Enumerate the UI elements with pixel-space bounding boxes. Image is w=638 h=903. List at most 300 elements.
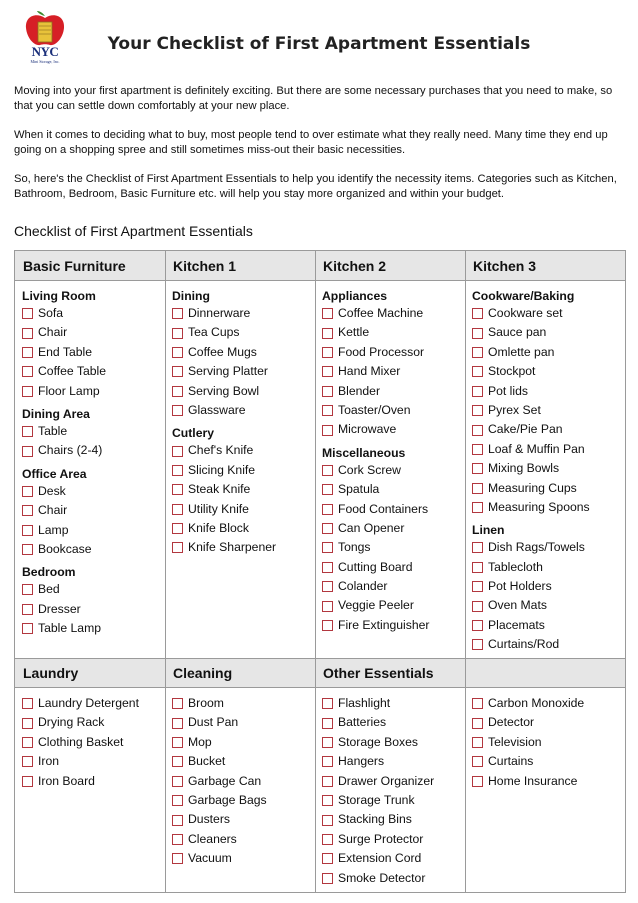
checklist-item[interactable] xyxy=(22,713,162,732)
checklist-item-label: Drying Rack xyxy=(38,715,105,730)
checkbox[interactable] xyxy=(22,737,33,748)
checklist-item[interactable] xyxy=(472,713,622,732)
checkbox[interactable] xyxy=(472,463,483,474)
checkbox[interactable] xyxy=(22,308,33,319)
checklist-item-label: Kettle xyxy=(338,325,370,340)
checklist-item-label: Coffee Machine xyxy=(338,306,424,320)
checkbox[interactable] xyxy=(472,347,483,358)
checklist-item[interactable] xyxy=(322,401,462,420)
checklist-item-label: Cleaners xyxy=(188,831,237,846)
checklist-item-label: Cutting Board xyxy=(338,559,413,574)
checkbox[interactable] xyxy=(22,525,33,536)
checkbox[interactable] xyxy=(172,484,183,495)
checklist-item-label: Cork Screw xyxy=(338,462,401,477)
checklist-item[interactable] xyxy=(322,869,462,888)
checklist-item[interactable] xyxy=(22,521,162,540)
checklist-subtitle: Checklist of First Apartment Essentials xyxy=(14,223,253,239)
checklist-item-label: Fire Extinguisher xyxy=(338,617,430,632)
checklist-item-label: Hand Mixer xyxy=(338,364,401,379)
checklist-item-label: Can Opener xyxy=(338,520,405,535)
checkbox[interactable] xyxy=(172,756,183,767)
category-heading: Dining xyxy=(172,289,210,303)
category-heading: Cookware/Baking xyxy=(472,289,575,303)
category-heading: Cutlery xyxy=(172,426,214,441)
checkbox[interactable] xyxy=(322,853,333,864)
checklist-item[interactable] xyxy=(322,480,462,499)
checkbox[interactable] xyxy=(472,562,483,573)
checklist-item[interactable] xyxy=(472,596,622,615)
checklist-item[interactable] xyxy=(172,752,312,771)
logo-subtext: Mini Storage, Inc. xyxy=(30,59,60,64)
checklist-item-label: Dusters xyxy=(188,812,230,827)
checkbox[interactable] xyxy=(172,718,183,729)
category-heading: Miscellaneous xyxy=(322,445,406,460)
column-divider xyxy=(315,251,316,658)
checkbox[interactable] xyxy=(322,620,333,631)
column-header: Other Essentials xyxy=(315,658,465,687)
checkbox[interactable] xyxy=(22,446,33,457)
checklist-item[interactable] xyxy=(322,304,462,323)
checklist-item-label: Stockpot xyxy=(488,364,536,379)
column-header xyxy=(465,658,625,687)
checkbox[interactable] xyxy=(472,328,483,339)
checklist-item[interactable] xyxy=(322,461,462,480)
checklist-item-label: Placemats xyxy=(488,617,545,632)
category-heading: Dining Area xyxy=(22,406,90,421)
checklist-item[interactable] xyxy=(22,422,162,441)
checklist-item-label: Slicing Knife xyxy=(188,462,256,477)
checklist-item-label: Chef's Knife xyxy=(188,443,254,458)
checkbox[interactable] xyxy=(22,698,33,709)
checklist-item[interactable] xyxy=(22,600,162,619)
checklist-item[interactable] xyxy=(172,733,312,752)
checklist-item[interactable] xyxy=(472,362,622,381)
checklist-column xyxy=(322,691,462,888)
checklist-item[interactable] xyxy=(172,323,312,342)
header-divider xyxy=(15,687,625,688)
checkbox[interactable] xyxy=(172,542,183,553)
checklist-item-label: Laundry Detergent xyxy=(38,696,139,710)
checkbox[interactable] xyxy=(472,366,483,377)
checklist-item[interactable] xyxy=(472,323,622,342)
checklist-item-label: Spatula xyxy=(338,482,380,497)
checkbox[interactable] xyxy=(322,504,333,515)
checklist-item[interactable] xyxy=(172,810,312,829)
checkbox[interactable] xyxy=(322,756,333,767)
checklist-item[interactable] xyxy=(472,772,622,791)
checklist-item-label: Pot Holders xyxy=(488,579,552,594)
checklist-item[interactable] xyxy=(322,538,462,557)
checkbox[interactable] xyxy=(172,737,183,748)
checklist-item[interactable] xyxy=(22,580,162,599)
intro-paragraph: So, here's the Checklist of First Apartment Essentials to help you identify the necessity items. Categories such as Kitchen, Bathroom, Bedroom, Basic Furniture etc. will help you stay more organized and within your budget. xyxy=(14,173,617,200)
checklist-item-label: Omlette pan xyxy=(488,344,555,359)
checklist-item-label: Curtains/Rod xyxy=(488,637,560,652)
checklist-item[interactable] xyxy=(322,420,462,439)
checklist-item-label: Garbage Bags xyxy=(188,792,267,807)
checkbox[interactable] xyxy=(22,623,33,634)
checklist-item-label: Oven Mats xyxy=(488,598,547,613)
checkbox[interactable] xyxy=(472,425,483,436)
checklist-item-label: Iron xyxy=(38,754,60,769)
checkbox[interactable] xyxy=(322,698,333,709)
checklist-item[interactable] xyxy=(172,304,312,323)
checklist-item-label: Tongs xyxy=(338,540,371,555)
checklist-item[interactable] xyxy=(22,304,162,323)
checklist-item[interactable] xyxy=(22,441,162,460)
checkbox[interactable] xyxy=(322,308,333,319)
checklist-item-label: Veggie Peeler xyxy=(338,598,414,613)
checklist-item[interactable] xyxy=(172,461,312,480)
checkbox[interactable] xyxy=(472,405,483,416)
checklist-item[interactable] xyxy=(172,382,312,401)
checklist-item-label: Extension Cord xyxy=(338,851,422,866)
checklist-item-label: Food Processor xyxy=(338,344,425,359)
checklist-item-label: Stacking Bins xyxy=(338,812,412,827)
checklist-item[interactable] xyxy=(472,479,622,498)
checklist-item-label: Chair xyxy=(38,325,68,340)
checkbox[interactable] xyxy=(322,542,333,553)
checkbox[interactable] xyxy=(172,446,183,457)
checkbox[interactable] xyxy=(322,347,333,358)
column-header: Kitchen 2 xyxy=(315,251,465,280)
checklist-item[interactable] xyxy=(322,733,462,752)
checklist-item-label: Vacuum xyxy=(188,851,232,866)
checklist-item[interactable] xyxy=(322,791,462,810)
checkbox[interactable] xyxy=(22,505,33,516)
checkbox[interactable] xyxy=(22,756,33,767)
checklist-column xyxy=(172,284,312,558)
checkbox[interactable] xyxy=(322,386,333,397)
checklist-item[interactable] xyxy=(322,382,462,401)
checkbox[interactable] xyxy=(22,486,33,497)
checklist-item[interactable] xyxy=(322,323,462,342)
checklist-item[interactable] xyxy=(472,558,622,577)
checklist-item-label: Flashlight xyxy=(338,696,391,710)
checklist-item-label: Dresser xyxy=(38,601,81,616)
checklist-item[interactable] xyxy=(322,830,462,849)
checklist-item[interactable] xyxy=(322,810,462,829)
checkbox[interactable] xyxy=(322,834,333,845)
column-divider xyxy=(465,251,466,658)
checklist-item-label: Measuring Spoons xyxy=(488,499,590,514)
checklist-item-label: Chair xyxy=(38,503,68,518)
checklist-item-label: Toaster/Oven xyxy=(338,402,411,417)
checklist-item-label: Home Insurance xyxy=(488,773,578,788)
checklist-item-label: Clothing Basket xyxy=(38,734,124,749)
checklist-item[interactable] xyxy=(172,772,312,791)
checklist-item[interactable] xyxy=(472,733,622,752)
checklist-column xyxy=(322,284,462,635)
checklist-column xyxy=(472,284,622,655)
checklist-item[interactable] xyxy=(472,616,622,635)
checkbox[interactable] xyxy=(22,604,33,615)
checklist-item-label: Knife Sharpener xyxy=(188,540,277,555)
checklist-item[interactable] xyxy=(22,619,162,638)
section-divider xyxy=(15,658,625,659)
checklist-item-label: Utility Knife xyxy=(188,501,249,516)
checklist-item[interactable] xyxy=(172,401,312,420)
checklist-item-label: Bed xyxy=(38,582,60,597)
checkbox[interactable] xyxy=(172,386,183,397)
column-divider xyxy=(465,658,466,892)
checklist-item[interactable] xyxy=(322,519,462,538)
checklist-item[interactable] xyxy=(472,635,622,654)
checklist-item[interactable] xyxy=(322,500,462,519)
checklist-item[interactable] xyxy=(322,772,462,791)
checkbox[interactable] xyxy=(22,328,33,339)
checkbox[interactable] xyxy=(22,366,33,377)
category-heading: Linen xyxy=(472,523,505,538)
checklist-item-label: Dish Rags/Towels xyxy=(488,540,585,555)
checklist-item[interactable] xyxy=(322,577,462,596)
checklist-item-label: Chairs (2-4) xyxy=(38,443,103,458)
checkbox[interactable] xyxy=(322,795,333,806)
checkbox[interactable] xyxy=(472,698,483,709)
checklist-item[interactable] xyxy=(472,382,622,401)
checklist-item-label: Tablecloth xyxy=(488,559,543,574)
checklist-item-label: Pot lids xyxy=(488,383,528,398)
checklist-item-label: Desk xyxy=(38,483,66,498)
checklist-column xyxy=(172,691,312,869)
logo-text: NYC xyxy=(31,44,59,59)
checklist-item-label: Dinnerware xyxy=(188,306,251,320)
checklist-item-label: Tea Cups xyxy=(188,325,240,340)
checkbox[interactable] xyxy=(172,366,183,377)
checkbox[interactable] xyxy=(22,544,33,555)
checklist-item[interactable] xyxy=(22,501,162,520)
category-heading: Office Area xyxy=(22,466,87,481)
checklist-item[interactable] xyxy=(172,500,312,519)
checklist-item-label: Blender xyxy=(338,383,381,398)
checklist-item[interactable] xyxy=(172,480,312,499)
checklist-table xyxy=(14,250,626,893)
column-header: Cleaning xyxy=(165,658,315,687)
category-heading: Bedroom xyxy=(22,565,76,580)
checklist-item[interactable] xyxy=(472,538,622,557)
checkbox[interactable] xyxy=(472,718,483,729)
checklist-item-label: Mop xyxy=(188,734,212,749)
checklist-item-label: Storage Trunk xyxy=(338,792,415,807)
checkbox[interactable] xyxy=(22,718,33,729)
checklist-item-label: Storage Boxes xyxy=(338,734,418,749)
checkbox[interactable] xyxy=(172,853,183,864)
checkbox[interactable] xyxy=(172,815,183,826)
checklist-item-label: Loaf & Muffin Pan xyxy=(488,441,585,456)
checklist-item-label: Pyrex Set xyxy=(488,402,541,417)
checkbox[interactable] xyxy=(172,347,183,358)
checklist-item[interactable] xyxy=(22,733,162,752)
checklist-item[interactable] xyxy=(22,752,162,771)
checklist-item[interactable] xyxy=(322,713,462,732)
checkbox[interactable] xyxy=(172,523,183,534)
checkbox[interactable] xyxy=(172,405,183,416)
checkbox[interactable] xyxy=(472,737,483,748)
checklist-item-label: Bucket xyxy=(188,754,226,769)
checklist-item-label: Microwave xyxy=(338,422,397,437)
checkbox[interactable] xyxy=(322,601,333,612)
checklist-item[interactable] xyxy=(322,616,462,635)
checkbox[interactable] xyxy=(172,465,183,476)
checklist-item-label: Cake/Pie Pan xyxy=(488,422,563,437)
checkbox[interactable] xyxy=(472,542,483,553)
checklist-item-label: Surge Protector xyxy=(338,831,424,846)
checkbox[interactable] xyxy=(322,562,333,573)
checkbox[interactable] xyxy=(472,776,483,787)
checklist-item[interactable] xyxy=(22,482,162,501)
checkbox[interactable] xyxy=(172,328,183,339)
checklist-item[interactable] xyxy=(322,849,462,868)
checklist-item-label: Glassware xyxy=(188,402,246,417)
checklist-item[interactable] xyxy=(172,713,312,732)
page-title: Your Checklist of First Apartment Essentials xyxy=(107,34,531,54)
checklist-item-label: Sofa xyxy=(38,306,64,320)
checklist-item[interactable] xyxy=(322,752,462,771)
checklist-item[interactable] xyxy=(22,343,162,362)
checklist-item-label: Television xyxy=(488,734,542,749)
checklist-item[interactable] xyxy=(22,694,162,713)
checklist-column xyxy=(22,284,162,638)
checklist-item[interactable] xyxy=(172,362,312,381)
checklist-item[interactable] xyxy=(472,420,622,439)
intro-paragraph: When it comes to deciding what to buy, most people tend to over estimate what they really need. Many time they end up going on a shopping spree and still sometimes miss-out their basic necessities. xyxy=(14,129,608,156)
checklist-item-label: Serving Platter xyxy=(188,364,268,379)
checklist-item[interactable] xyxy=(172,441,312,460)
checklist-item[interactable] xyxy=(472,304,622,323)
checkbox[interactable] xyxy=(322,484,333,495)
column-header: Kitchen 1 xyxy=(165,251,315,280)
checklist-item[interactable] xyxy=(172,694,312,713)
checklist-item-label: Table xyxy=(38,423,68,438)
checkbox[interactable] xyxy=(472,308,483,319)
checklist-item[interactable] xyxy=(22,323,162,342)
checklist-item-label: Hangers xyxy=(338,754,385,769)
checklist-item-label: Coffee Table xyxy=(38,364,106,379)
checklist-item-label: Dust Pan xyxy=(188,715,239,730)
category-heading: Appliances xyxy=(322,289,388,303)
checklist-item[interactable] xyxy=(472,694,622,713)
checklist-item[interactable] xyxy=(172,343,312,362)
checkbox[interactable] xyxy=(22,776,33,787)
checkbox[interactable] xyxy=(472,386,483,397)
column-divider xyxy=(165,658,166,892)
checkbox[interactable] xyxy=(22,386,33,397)
checkbox[interactable] xyxy=(322,873,333,884)
checklist-item[interactable] xyxy=(322,596,462,615)
checkbox[interactable] xyxy=(322,465,333,476)
checkbox[interactable] xyxy=(472,601,483,612)
checkbox[interactable] xyxy=(322,581,333,592)
category-heading: Living Room xyxy=(22,289,96,303)
checkbox[interactable] xyxy=(322,776,333,787)
column-header: Laundry xyxy=(15,658,165,687)
checkbox[interactable] xyxy=(322,737,333,748)
checklist-item[interactable] xyxy=(22,362,162,381)
checkbox[interactable] xyxy=(322,718,333,729)
checklist-column xyxy=(472,691,622,791)
checklist-item[interactable] xyxy=(472,401,622,420)
checkbox[interactable] xyxy=(322,405,333,416)
checkbox[interactable] xyxy=(472,620,483,631)
checkbox[interactable] xyxy=(22,347,33,358)
column-header: Kitchen 3 xyxy=(465,251,625,280)
checklist-item-label: Detector xyxy=(488,715,535,730)
checklist-item[interactable] xyxy=(472,752,622,771)
checkbox[interactable] xyxy=(22,584,33,595)
checkbox[interactable] xyxy=(172,834,183,845)
checklist-item-label: Measuring Cups xyxy=(488,480,577,495)
checkbox[interactable] xyxy=(322,815,333,826)
checkbox[interactable] xyxy=(472,483,483,494)
column-divider xyxy=(165,251,166,658)
checkbox[interactable] xyxy=(172,698,183,709)
checkbox[interactable] xyxy=(172,308,183,319)
checklist-item-label: Bookcase xyxy=(38,541,92,556)
checklist-item[interactable] xyxy=(22,540,162,559)
checklist-item-label: Serving Bowl xyxy=(188,383,260,398)
checkbox[interactable] xyxy=(172,504,183,515)
checklist-item-label: Curtains xyxy=(488,754,534,769)
checkbox[interactable] xyxy=(22,426,33,437)
checklist-item-label: Knife Block xyxy=(188,520,249,535)
checklist-item[interactable] xyxy=(172,519,312,538)
checklist-item-label: Floor Lamp xyxy=(38,383,100,398)
checklist-item[interactable] xyxy=(472,343,622,362)
column-header: Basic Furniture xyxy=(15,251,165,280)
checklist-item[interactable] xyxy=(172,791,312,810)
checklist-item[interactable] xyxy=(322,694,462,713)
checklist-item[interactable] xyxy=(322,558,462,577)
checklist-item[interactable] xyxy=(472,459,622,478)
checklist-item[interactable] xyxy=(322,362,462,381)
checkbox[interactable] xyxy=(472,639,483,650)
checklist-item-label: Coffee Mugs xyxy=(188,344,257,359)
checklist-item[interactable] xyxy=(472,498,622,517)
checkbox[interactable] xyxy=(472,756,483,767)
checklist-item-label: Smoke Detector xyxy=(338,870,426,885)
checkbox[interactable] xyxy=(472,444,483,455)
intro-paragraph: Moving into your first apartment is definitely exciting. But there are some necessary purchases that you need to make, so that you can settle down comfortably at your new place. xyxy=(14,85,613,112)
checkbox[interactable] xyxy=(322,366,333,377)
checkbox[interactable] xyxy=(322,425,333,436)
checklist-column xyxy=(22,691,162,791)
checklist-item-label: Colander xyxy=(338,579,388,594)
checklist-item-label: Mixing Bowls xyxy=(488,461,560,476)
checklist-item[interactable] xyxy=(472,440,622,459)
checklist-item-label: Garbage Can xyxy=(188,773,262,788)
checkbox[interactable] xyxy=(172,776,183,787)
checklist-item[interactable] xyxy=(172,538,312,557)
checkbox[interactable] xyxy=(322,328,333,339)
checklist-item-label: Sauce pan xyxy=(488,325,547,340)
checklist-item[interactable] xyxy=(22,772,162,791)
checklist-item[interactable] xyxy=(322,343,462,362)
checklist-item[interactable] xyxy=(22,382,162,401)
checklist-item-label: Food Containers xyxy=(338,501,429,516)
checklist-item[interactable] xyxy=(472,577,622,596)
checklist-item[interactable] xyxy=(172,830,312,849)
checkbox[interactable] xyxy=(472,581,483,592)
checklist-item-label: Lamp xyxy=(38,522,69,537)
column-divider xyxy=(315,658,316,892)
checkbox[interactable] xyxy=(322,523,333,534)
checkbox[interactable] xyxy=(472,502,483,513)
checklist-item-label: Broom xyxy=(188,696,224,710)
checklist-item-label: End Table xyxy=(38,344,92,359)
header-divider xyxy=(15,280,625,281)
checkbox[interactable] xyxy=(172,795,183,806)
checklist-item[interactable] xyxy=(172,849,312,868)
